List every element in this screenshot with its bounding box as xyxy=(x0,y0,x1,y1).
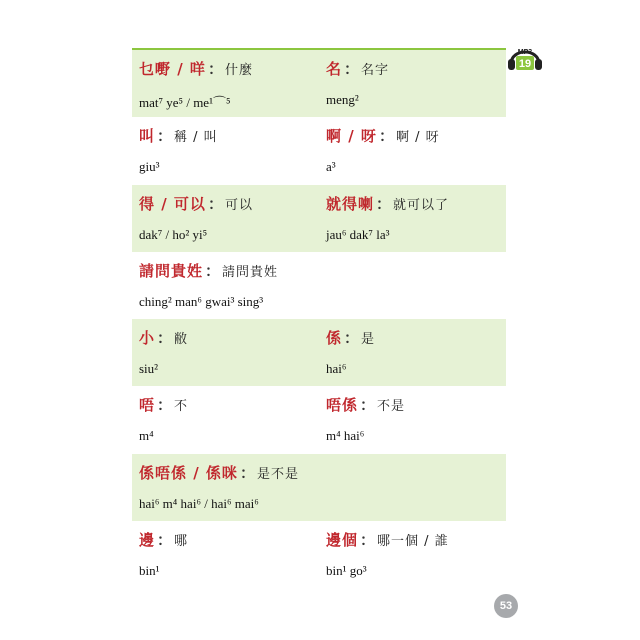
track-number: 19 xyxy=(518,58,532,70)
colon: ： xyxy=(239,463,255,482)
mandarin-meaning: 可以 xyxy=(224,197,253,213)
jyutping-romanization: jau⁶ dak⁷ la³ xyxy=(326,226,390,242)
cantonese-term: 名 xyxy=(326,60,343,78)
colon: ： xyxy=(157,396,173,415)
cantonese-term: 啊 / 呀 xyxy=(326,127,377,146)
term-line xyxy=(326,328,506,350)
colon: ： xyxy=(344,329,360,348)
vocab-entry xyxy=(132,386,319,453)
jyutping-romanization: hai⁶ m⁴ hai⁶ / hai⁶ mai⁶ xyxy=(139,495,259,511)
cantonese-term: 係 xyxy=(326,329,343,348)
mandarin-meaning: 是不是 xyxy=(256,466,299,482)
vocabulary-table xyxy=(132,50,506,588)
mp3-headphones-icon xyxy=(505,42,545,72)
cantonese-term: 係唔係 / 係咪 xyxy=(139,463,238,482)
vocab-row xyxy=(132,50,506,117)
term-line xyxy=(139,261,506,283)
cantonese-term: 唔 xyxy=(139,396,156,415)
colon: ： xyxy=(157,127,173,146)
mandarin-meaning: 啊 / 呀 xyxy=(395,130,440,146)
mandarin-meaning: 敝 xyxy=(174,332,189,348)
term-line xyxy=(326,530,506,552)
vocab-entry xyxy=(319,50,506,117)
term-line xyxy=(139,463,506,485)
cantonese-term: 叫 xyxy=(139,127,156,146)
mandarin-meaning: 名字 xyxy=(361,63,390,78)
jyutping-romanization: giu³ xyxy=(139,159,160,175)
jyutping-romanization: m⁴ xyxy=(139,428,154,444)
term-line xyxy=(139,194,319,216)
term-line xyxy=(326,194,506,216)
cantonese-term: 得 / 可以 xyxy=(139,194,206,213)
mandarin-meaning: 哪一個 / 誰 xyxy=(377,534,449,550)
vocab-entry xyxy=(319,521,506,588)
jyutping-romanization: hai⁶ xyxy=(326,361,347,377)
mandarin-meaning: 是 xyxy=(361,332,376,348)
mandarin-meaning: 請問貴姓 xyxy=(222,264,279,280)
jyutping-romanization: ching² man⁶ gwai³ sing³ xyxy=(139,293,264,309)
mandarin-meaning: 不是 xyxy=(377,399,406,415)
colon: ： xyxy=(205,261,221,280)
vocab-entry xyxy=(319,319,506,386)
vocab-row xyxy=(132,454,506,521)
vocab-entry xyxy=(132,252,506,319)
cantonese-term: 請問貴姓 xyxy=(139,261,204,280)
jyutping-romanization: bin¹ xyxy=(139,563,160,579)
vocab-row xyxy=(132,252,506,319)
term-line xyxy=(326,395,506,417)
vocab-entry xyxy=(132,521,319,588)
colon: ： xyxy=(360,531,376,550)
cantonese-term: 邊個 xyxy=(326,531,359,550)
term-line xyxy=(139,395,319,417)
jyutping-romanization: meng² xyxy=(326,92,359,107)
jyutping-romanization: siu² xyxy=(139,361,159,377)
vocab-entry xyxy=(319,185,506,252)
vocab-entry xyxy=(132,454,506,521)
mandarin-meaning: 就可以了 xyxy=(393,197,450,213)
page-number: 53 xyxy=(494,594,518,618)
vocab-entry xyxy=(132,50,319,117)
term-line xyxy=(326,126,506,148)
vocab-entry xyxy=(132,117,319,184)
cantonese-term: 唔係 xyxy=(326,396,359,415)
vocab-row xyxy=(132,386,506,453)
colon: ： xyxy=(157,531,173,550)
colon: ： xyxy=(207,60,223,78)
term-line xyxy=(139,59,319,81)
vocab-entry xyxy=(319,117,506,184)
jyutping-romanization: dak⁷ / ho² yi⁵ xyxy=(139,226,208,242)
vocab-row xyxy=(132,117,506,184)
vocab-entry xyxy=(132,185,319,252)
mandarin-meaning: 稱 / 叫 xyxy=(174,130,218,146)
term-line xyxy=(326,59,506,81)
mandarin-meaning: 不 xyxy=(174,399,189,415)
vocab-row xyxy=(132,185,506,252)
jyutping-romanization: mat⁷ ye⁵ / me¹⌒⁵ xyxy=(139,95,231,110)
colon: ： xyxy=(360,396,376,415)
cantonese-term: 乜嘢 / 咩 xyxy=(139,60,206,78)
cantonese-term: 就得喇 xyxy=(326,194,375,213)
vocab-row xyxy=(132,319,506,386)
colon: ： xyxy=(344,60,360,78)
jyutping-romanization: bin¹ go³ xyxy=(326,563,367,579)
jyutping-romanization: a³ xyxy=(326,159,336,175)
vocab-entry xyxy=(319,386,506,453)
cantonese-term: 邊 xyxy=(139,531,156,550)
cantonese-term: 小 xyxy=(139,329,156,348)
term-line xyxy=(139,530,319,552)
vocab-row xyxy=(132,521,506,588)
colon: ： xyxy=(207,194,223,213)
term-line xyxy=(139,328,319,350)
mandarin-meaning: 什麼 xyxy=(224,63,253,78)
jyutping-romanization: m⁴ hai⁶ xyxy=(326,428,365,444)
colon: ： xyxy=(378,127,394,146)
colon: ： xyxy=(376,194,392,213)
vocab-entry xyxy=(132,319,319,386)
term-line xyxy=(139,126,319,148)
colon: ： xyxy=(157,329,173,348)
mandarin-meaning: 哪 xyxy=(174,534,189,550)
mp3-label: MP3 xyxy=(517,49,533,56)
